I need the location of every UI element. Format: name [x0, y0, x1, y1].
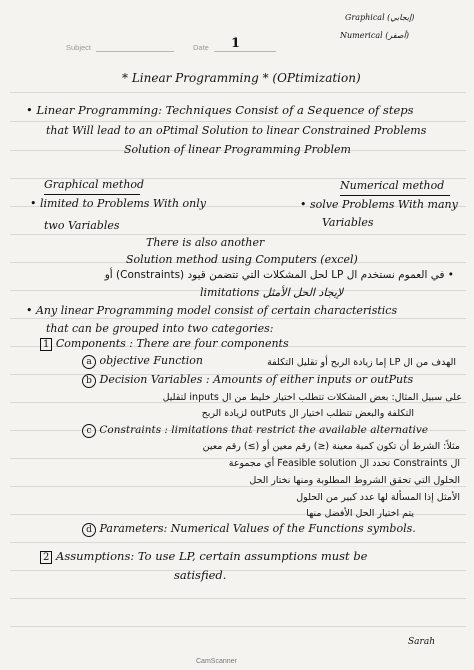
ruled-line [10, 570, 466, 571]
component-a-arabic: الهدف من ال LP إما زيادة الربح أو تقليل التكلفة [267, 357, 456, 368]
ruled-line [10, 626, 466, 627]
component-c-arabic-5: يتم اختيار الحل الأفضل منها [306, 508, 414, 519]
component-b-arabic-2: التكلفة والبعض تتطلب اختيار ال outPuts لزيادة الربح [201, 408, 414, 419]
ruled-line [10, 234, 466, 235]
component-c [82, 424, 428, 438]
component-b-arabic-1: على سبيل المثال: بعض المشكلات تتطلب اختيار خليط من ال inputs لتقليل [162, 392, 462, 403]
component-b-letter: b [82, 374, 96, 388]
component-b-text: Decision Variables : Amounts of either inputs or outPuts [99, 373, 414, 386]
date-label: Date [193, 43, 209, 52]
component-a-text: objective Function [99, 354, 204, 367]
component-c-arabic-3: الحلول التي تحقق الشروط المطلوبة ومنها نختار الحل [249, 475, 460, 486]
limitations-english: limitations لإيجاد الحل الأمثل [200, 286, 344, 299]
component-a-letter: a [82, 355, 96, 369]
numerical-method-line-1: • solve Problems With many [300, 198, 458, 211]
component-d [82, 522, 416, 537]
underline [340, 195, 450, 196]
component-a [82, 354, 203, 369]
definition-line-1: • Linear Programming: Techniques Consist of a Sequence of steps [26, 103, 414, 117]
page-title: * Linear Programming * (OPtimization) [122, 71, 361, 85]
scanner-watermark: CamScanner [196, 658, 237, 665]
component-b [82, 373, 413, 388]
subject-label: Subject [66, 43, 92, 52]
component-c-arabic-1: مثلاً: الشرط أن تكون كمية معينة (≤) رقم معين أو (≥) رقم معين [202, 441, 460, 452]
subject-line [96, 51, 174, 52]
components-heading-text: Components : There are four components [55, 337, 289, 350]
assumptions-text: Assumptions: To use LP, certain assumptions must be [56, 549, 368, 563]
ruled-line [10, 542, 466, 543]
definition-line-2: that Will lead to an oPtimal Solution to linear Constrained Problems [46, 124, 427, 137]
graphical-method-title: Graphical method [44, 178, 145, 191]
underline [44, 194, 140, 195]
page-number: 1 [231, 36, 241, 51]
assumptions-line-2: satisfied. [174, 568, 227, 582]
ruled-line [10, 92, 466, 93]
ruled-line [10, 598, 466, 599]
corner-note-graphical: Graphical (إيجابي) [345, 13, 415, 22]
component-c-arabic-2: ال Constraints تحدد ال Feasible solution أي مجموعة [228, 458, 460, 469]
component-d-text: Parameters: Numerical Values of the Functions symbols. [99, 522, 416, 535]
date-line [214, 51, 276, 52]
section-number-box: 1 [40, 338, 52, 351]
characteristics-line-2: that can be grouped into two categories: [46, 322, 274, 335]
limitations-arabic: • في العموم نستخدم ال LP لحل المشكلات التي تتضمن قيود (Constraints) أو [104, 269, 454, 281]
numerical-method-line-2: Variables [322, 216, 374, 229]
ruled-line [10, 121, 466, 122]
graphical-method-line-1: • limited to Problems With only [30, 197, 206, 210]
corner-note-numerical: Numerical (أصفر) [340, 31, 409, 40]
graphical-method-line-2: two Variables [44, 219, 120, 232]
ruled-line [10, 318, 466, 319]
assumptions-line-1 [40, 550, 368, 564]
components-heading [40, 337, 289, 351]
numerical-method-title: Numerical method [340, 179, 445, 192]
characteristics-line-1: • Any linear Programming model consist of certain characteristics [26, 304, 398, 317]
component-c-arabic-4: الأمثل إذا المسألة لها عدد كبير من الحلول [296, 492, 460, 503]
component-c-letter: c [82, 424, 96, 438]
section-number-box: 2 [40, 551, 52, 564]
component-c-text: Constraints : limitations that restrict the available alternative [99, 424, 429, 436]
another-method-line-1: There is also another [146, 236, 265, 249]
component-d-letter: d [82, 523, 96, 537]
definition-line-3: Solution of linear Programming Problem [124, 143, 351, 156]
signature: Sarah [408, 637, 435, 647]
another-method-line-2: Solution method using Computers (excel) [126, 253, 358, 266]
